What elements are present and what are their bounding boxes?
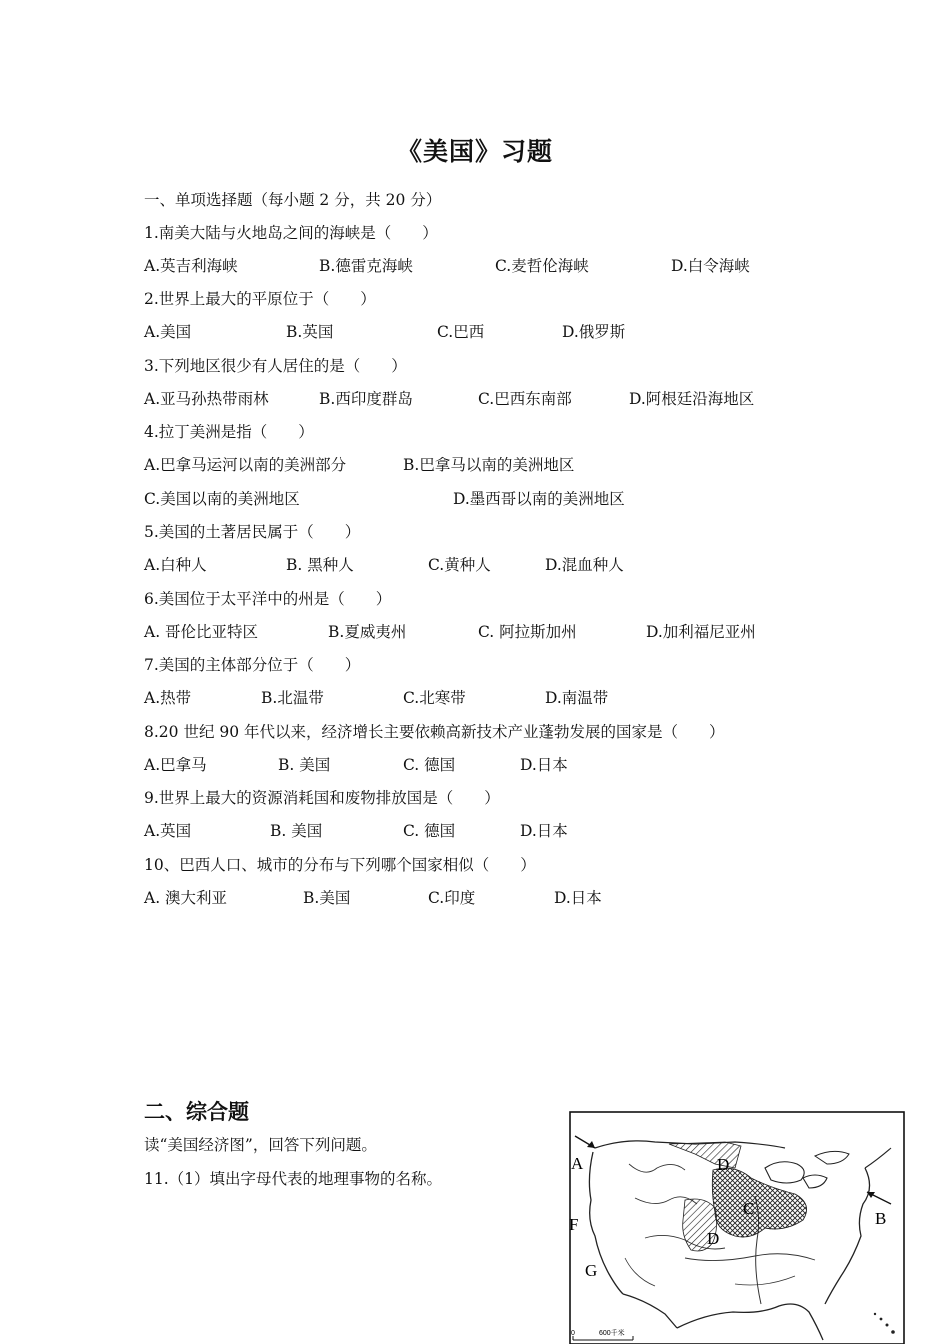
map-label-c: C: [743, 1199, 755, 1218]
option-c: C.巴西: [437, 323, 485, 341]
option-d: D.白令海峡: [671, 257, 750, 275]
option-b: B. 黑种人: [286, 556, 354, 574]
option-c: C.美国以南的美洲地区: [144, 490, 300, 508]
option-d: D.加利福尼亚州: [646, 623, 756, 641]
option-c: C.印度: [428, 889, 476, 907]
option-a: A. 哥伦比亚特区: [144, 623, 259, 641]
section-intro: 读“美国经济图”，回答下列问题。: [144, 1136, 377, 1154]
option-b: B.英国: [286, 323, 334, 341]
option-c: C.巴西东南部: [478, 390, 572, 408]
question-stem: 1.南美大陆与火地岛之间的海峡是（ ）: [144, 224, 438, 242]
option-a: A.英国: [144, 822, 192, 840]
section-heading: 二、综合题: [144, 1100, 249, 1124]
option-a: A.白种人: [144, 556, 207, 574]
option-d: D.俄罗斯: [562, 323, 626, 341]
option-c: C.黄种人: [428, 556, 491, 574]
option-c: C. 德国: [403, 756, 456, 774]
map-label-d: D: [717, 1155, 730, 1174]
option-a: A.亚马孙热带雨林: [144, 390, 269, 408]
option-a: A.巴拿马运河以南的美洲部分: [144, 456, 347, 474]
question-stem: 11.（1）填出字母代表的地理事物的名称。: [144, 1170, 443, 1188]
option-b: B.北温带: [261, 689, 324, 707]
us-economy-map: [565, 1108, 905, 1344]
option-d: D.墨西哥以南的美洲地区: [453, 490, 625, 508]
option-c: C. 德国: [403, 822, 456, 840]
option-a: A.热带: [144, 689, 192, 707]
question-stem: 8.20 世纪 90 年代以来，经济增长主要依赖高新技术产业蓬勃发展的国家是（ ）: [144, 723, 725, 741]
question-stem: 3.下列地区很少有人居住的是（ ）: [144, 357, 407, 375]
option-c: C. 阿拉斯加州: [478, 623, 577, 641]
map-label-b: B: [875, 1209, 887, 1228]
map-label-g: G: [585, 1261, 598, 1280]
page-title: 《美国》习题: [396, 137, 553, 166]
option-c: C.北寒带: [403, 689, 466, 707]
question-stem: 5.美国的土著居民属于（ ）: [144, 523, 361, 541]
option-d: D.日本: [520, 822, 568, 840]
option-b: B. 美国: [278, 756, 331, 774]
option-a: A.英吉利海峡: [144, 257, 238, 275]
question-stem: 2.世界上最大的平原位于（ ）: [144, 290, 376, 308]
map-label-d: D: [707, 1229, 720, 1248]
section-heading: 一、单项选择题（每小题 2 分，共 20 分）: [144, 191, 442, 209]
option-d: D.阿根廷沿海地区: [629, 390, 755, 408]
option-a: A. 澳大利亚: [144, 889, 228, 907]
option-b: B.美国: [303, 889, 351, 907]
question-stem: 10、巴西人口、城市的分布与下列哪个国家相似（ ）: [144, 856, 536, 874]
option-b: B.德雷克海峡: [319, 257, 413, 275]
map-label-a: A: [571, 1154, 584, 1173]
map-label-f: F: [569, 1215, 579, 1234]
question-stem: 6.美国位于太平洋中的州是（ ）: [144, 590, 392, 608]
option-d: D.日本: [554, 889, 602, 907]
option-c: C.麦哲伦海峡: [495, 257, 589, 275]
option-b: B. 美国: [270, 822, 323, 840]
scale-label: 600千米: [599, 1330, 625, 1337]
question-stem: 7.美国的主体部分位于（ ）: [144, 656, 361, 674]
option-a: A.巴拿马: [144, 756, 207, 774]
option-d: D.日本: [520, 756, 568, 774]
option-b: B.夏威夷州: [328, 623, 407, 641]
option-d: D.混血种人: [545, 556, 624, 574]
option-b: B.巴拿马以南的美洲地区: [403, 456, 575, 474]
option-b: B.西印度群岛: [319, 390, 413, 408]
question-stem: 9.世界上最大的资源消耗国和废物排放国是（ ）: [144, 789, 500, 807]
scale-zero: 0: [571, 1330, 575, 1337]
question-stem: 4.拉丁美洲是指（ ）: [144, 423, 314, 441]
option-a: A.美国: [144, 323, 192, 341]
option-d: D.南温带: [545, 689, 609, 707]
